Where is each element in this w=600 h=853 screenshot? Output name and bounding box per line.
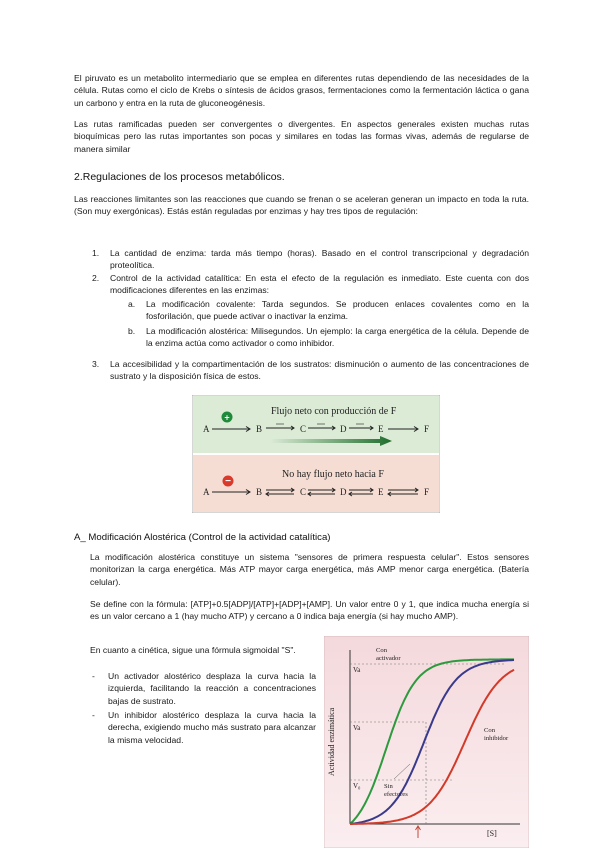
series-label-activador: Con activador <box>376 647 401 662</box>
svg-text:−: − <box>225 476 231 487</box>
sublist-item-b: La modificación alostérica: Milisegundos. Un ejemplo: la carga energética de la célula. Depende de la enzima actúa como activador o como inhibidor. <box>146 326 529 349</box>
node-label: D <box>340 424 347 434</box>
bullet-inhibidor: Un inhibidor alostérico desplaza la curva hacia la derecha, exigiendo mucho más sustrato para alcanzar la misma velocidad. <box>108 710 316 745</box>
y-tick-label: V₀ <box>353 782 361 790</box>
paragraph-formula: Se define con la fórmula: [ATP]+0.5[ADP]/[ATP]+[ADP]+[AMP]. Un valor entre 0 y 1, que indica mucha energía si es un valor cercano a 1 (hay mucho ATP) y cercano a 0 indica baja energía (si hay mucho AMP). <box>90 599 529 622</box>
list-number: 2. <box>92 273 100 283</box>
flux-panel-top <box>193 396 439 453</box>
sublist-item-a: La modificación covalente: Tarda segundos. Se producen enlaces covalentes como en la fosforilación, que puede activar o inactivar la enzima. <box>146 299 529 322</box>
bullet-dash: - <box>92 671 95 681</box>
flux-diagram-svg <box>192 395 440 513</box>
node-label: B <box>256 424 263 434</box>
flux-diagram <box>192 395 440 513</box>
node-label: A <box>203 424 210 434</box>
flux-bottom-title: No hay flujo neto hacia F <box>282 469 384 480</box>
paragraph-rutas-ramificadas: Las rutas ramificadas pueden ser convergentes o divergentes. En aspectos generales existen muchas rutas bioquímicas pero las rutas importantes son pocas y similares en todas las formas vivas, además de regularse de manera similar <box>74 119 529 154</box>
node-label: C <box>300 424 307 434</box>
list-item-1: La cantidad de enzima: tarda más tiempo (horas). Basado en el control transcripcional y degradación proteolítica. <box>110 248 529 271</box>
bullet-activador: Un activador alostérico desplaza la curva hacia la izquierda, facilitando la reacción a concentraciones bajas de sustrato. <box>108 671 316 706</box>
node-label: B <box>256 487 263 497</box>
node-label: C <box>300 487 307 497</box>
y-tick-label: Va <box>353 724 361 732</box>
bullet-dash: - <box>92 710 95 720</box>
y-axis-label: Actividad enzimática <box>327 707 336 776</box>
node-label: F <box>424 487 430 497</box>
list-number: 3. <box>92 359 100 369</box>
node-label: E <box>378 487 384 497</box>
series-label-inhibidor: Con inhibidor <box>484 727 509 742</box>
section-2-title: 2.Regulaciones de los procesos metabólicos. <box>74 171 285 183</box>
y-tick-label: Va <box>353 666 361 674</box>
x-axis-label: [S] <box>487 829 497 838</box>
flux-top-title: Flujo neto con producción de F <box>271 406 397 417</box>
paragraph-piruvato: El piruvato es un metabolito intermediario que se emplea en diferentes rutas dependiendo de las necesidades de la célula. Rutas como el ciclo de Krebs o síntesis de ácidos grasos, fermentaciones como la fermentación láctica o gana un carbono y entra en la ruta de gluconeogénesis. <box>74 73 529 108</box>
allosteric-kinetics-chart <box>324 636 529 848</box>
sublist-letter: b. <box>128 326 136 336</box>
paragraph-reacciones-limitantes: Las reacciones limitantes son las reacciones que cuando se frenan o se aceleran generan un impacto en toda la ruta. (Son muy exergónicas). Estás están reguladas por enzimas y hay tres tipos de regulación: <box>74 194 529 217</box>
node-label: D <box>340 487 347 497</box>
series-label-sin-efectores: Sin efectores <box>384 783 408 798</box>
list-item-3: La accesibilidad y la compartimentación de los sustratos: disminución o aumento de las concentraciones de sustrato y la disposición física de estos. <box>110 359 529 382</box>
list-item-2: Control de la actividad catalítica: En esta el efecto de la regulación es inmediato. Este cuenta con dos modificaciones diferentes en las enzimas: <box>110 273 529 296</box>
paragraph-alosterica: La modificación alostérica constituye un sistema "sensores de primera respuesta celular". Estos sensores monitorizan la carga energética. Más ATP mayor carga energética, más AMP menor carga energética. (Batería celular). <box>90 552 529 587</box>
paragraph-cinetica: En cuanto a cinética, sigue una fórmula sigmoidal "S". <box>90 645 296 655</box>
node-label: E <box>378 424 384 434</box>
kinetics-svg <box>324 636 529 848</box>
svg-text:+: + <box>224 412 230 423</box>
list-number: 1. <box>92 248 100 258</box>
section-a-title: A_ Modificación Alostérica (Control de la actividad catalítica) <box>74 532 331 543</box>
node-label: F <box>424 424 430 434</box>
sublist-letter: a. <box>128 299 136 309</box>
node-label: A <box>203 487 210 497</box>
